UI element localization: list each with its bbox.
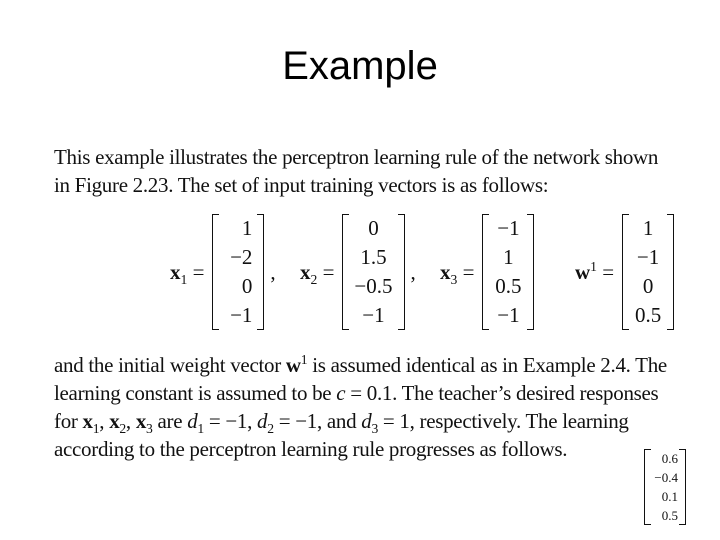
intro-line-2: in Figure 2.23. The set of input training vectors is as follows: [54, 173, 549, 197]
description-line-2: learning constant is assumed to be c = 0.1. The teacher’s desired responses [54, 381, 659, 405]
x2-value: 1.5 [360, 245, 387, 269]
intro-line-1: This example illustrates the perceptron learning rule of the network shown [54, 145, 659, 169]
x1-value: −1 [230, 303, 253, 327]
x2-value: −1 [362, 303, 385, 327]
vector-x1 [170, 212, 276, 332]
x2-value: −0.5 [354, 274, 393, 298]
w1-label: $w^1$ = [575, 258, 615, 284]
w1-value: 1 [642, 216, 654, 240]
w1-value: −1 [636, 245, 660, 269]
result-value: 0.6 [661, 451, 678, 466]
vector-w1 [575, 212, 674, 332]
w1-value: 0.5 [634, 303, 662, 327]
x2-label: $x_2$ = [300, 259, 335, 287]
result-value: 0.5 [661, 508, 678, 523]
vector-x3 [440, 212, 534, 332]
x3-matrix [482, 214, 534, 330]
description-line-1: and the initial weight vector $w^1$ is assumed identical as in Example 2.4. The [54, 352, 667, 377]
x2-value: 0 [368, 216, 379, 240]
separator-comma: , [270, 259, 276, 284]
description-line-3: for $x_1$, $x_2$, $x_3$ are $d_1 = -1$, $d_2 = -1$, and $d_3 = 1$, respectively. The learning [54, 409, 629, 437]
w1-value: 0 [642, 274, 654, 298]
x1-value: 1 [241, 216, 253, 240]
w1-matrix [622, 214, 674, 330]
x3-label: $x_3$ = [440, 259, 475, 287]
x3-value: −1 [497, 216, 520, 240]
x3-value: −1 [497, 303, 520, 327]
x1-value: 0 [241, 274, 253, 298]
result-value: 0.1 [661, 489, 678, 504]
slide-title: Example [282, 44, 438, 88]
x2-matrix [342, 214, 404, 330]
result-value: −0.4 [654, 470, 678, 485]
x3-value: 1 [503, 245, 514, 269]
x1-label: $x_1$ = [170, 259, 205, 287]
description-paragraph [54, 351, 667, 463]
separator-comma: , [410, 259, 416, 284]
vector-x2 [300, 212, 416, 332]
intro-paragraph [54, 143, 659, 199]
x3-value: 0.5 [495, 274, 522, 298]
result-vector-matrix [644, 449, 686, 525]
x1-value: −2 [230, 245, 253, 269]
x1-matrix [212, 214, 264, 330]
description-line-4: according to the perceptron learning rule progresses as follows. [54, 437, 568, 461]
